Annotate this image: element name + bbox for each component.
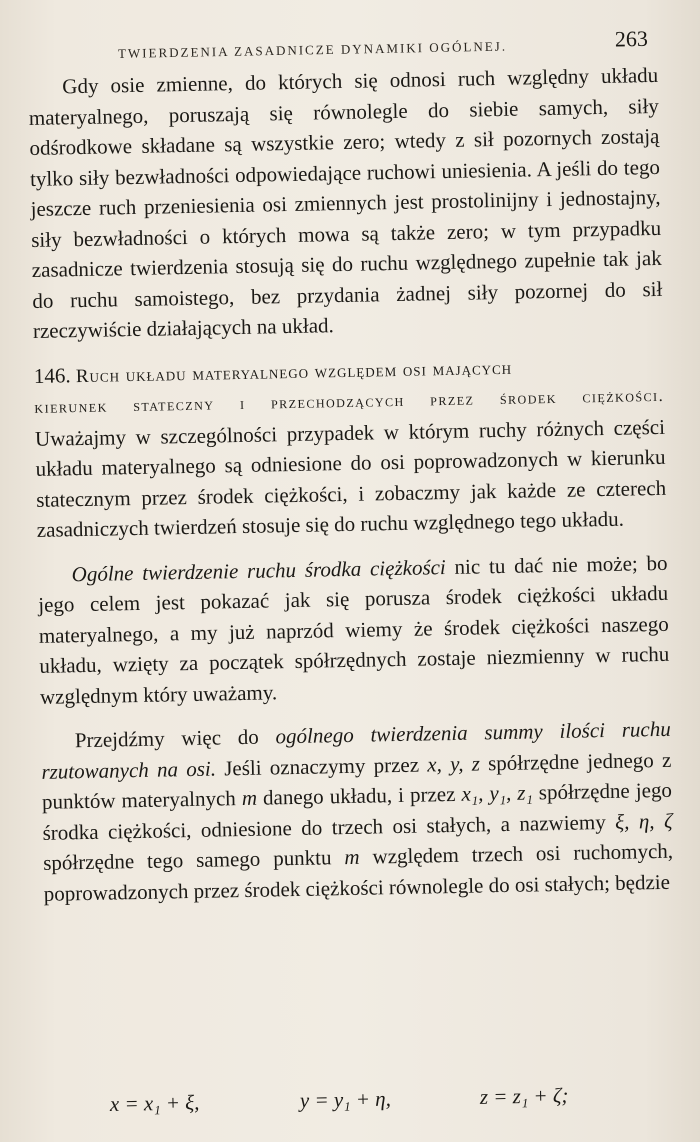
running-head: TWIERDZENIA ZASADNICZE DYNAMIKI OGÓLNEJ. [117,38,508,61]
formula-x: x = x₁ + ξ, [109,1090,200,1116]
p4-m2: m [344,844,360,870]
p4-vars3: ξ, η, ζ [614,808,673,834]
section-title-line2: kierunek stateczny i przechodzących przez środek ciężkości. [34,385,665,417]
section-number: 146. [33,362,71,388]
p4-d: spółrzędne jego środka ciężkości, odniesione do trzech osi stałych, a nazwiemy [42,777,673,845]
p4-vars2: x₁, y₁, z₁ [461,780,533,806]
page-number: 263 [614,25,649,52]
paragraph-3-italic: Ogólne twierdzenie ruchu środka ciężkości [71,554,446,586]
section-title-line1: Ruch układu materyalnego względem osi mających [75,357,513,387]
paragraph-1: Gdy osie zmienne, do których się odnosi ruch względny układu materyalnego, poruszają się równolegle do siebie samych, siły odśrodkowe składane są wszystkie zero; wtedy z sił pozornych zostają tylko siły bezwładności odpowiedające ruchowi uniesienia. A jeśli do tego jeszcze ruch przeniesienia osi zmiennych jest prostolinijny i jednostajny, siły bezwładności o których mowa są także zero; w tym przypadku zasadnicze twierdzenia stosują się do ruchu względnego zupełnie tak jak do ruchu samoistego, bez przydania żadnej siły pozornej do sił rzeczywiście działających na układ. [28,62,663,343]
paragraph-3 [37,547,670,712]
body-text [28,60,674,909]
paragraph-2: Uważajmy w szczególności przypadek w którym ruchy różnych części układu materyalnego są odniesione do osi poprowadzonych w kierunku statecznym przez środek ciężkości, i zobaczmy jak każde ze czterech zasadniczych twierdzeń stosuje się do ruchu względnego tego układu. [34,414,667,542]
formula-z: z = z₁ + ζ; [479,1083,569,1109]
p4-e: spółrzędne tego samego punktu [42,845,345,875]
p4-a: Jeśli oznaczymy przez [215,751,428,781]
p4-start: Przejdźmy więc do [74,724,276,753]
p4-c: danego układu, i przez [256,781,462,810]
p4-vars1: x, y, z [427,750,481,776]
p4-b: spółrzędne jednego z punktów materyalnych [41,747,672,814]
p4-m: m [241,785,258,811]
formula-line [110,1082,611,1126]
p4-f: względem trzech osi ruchomych, poprowadzonych przez środek ciężkości równolegle do osi stałych; będzie [43,838,674,906]
formula-y: y = y₁ + η, [299,1086,392,1113]
paragraph-3-rest: nic tu dać nie może; bo jego celem jest pokazać jak się porusza środek ciężkości układu materyalnego, a my już naprzód wiemy że środek ciężkości naszego układu, wzięty za początek spółrzędnych zostaje niezmienny w ruchu względnym który uważamy. [38,550,670,709]
p4-italic: ogólnego twierdzenia summy ilości ruchu rzutowanych na osi. [41,716,671,784]
paragraph-4 [41,714,674,909]
